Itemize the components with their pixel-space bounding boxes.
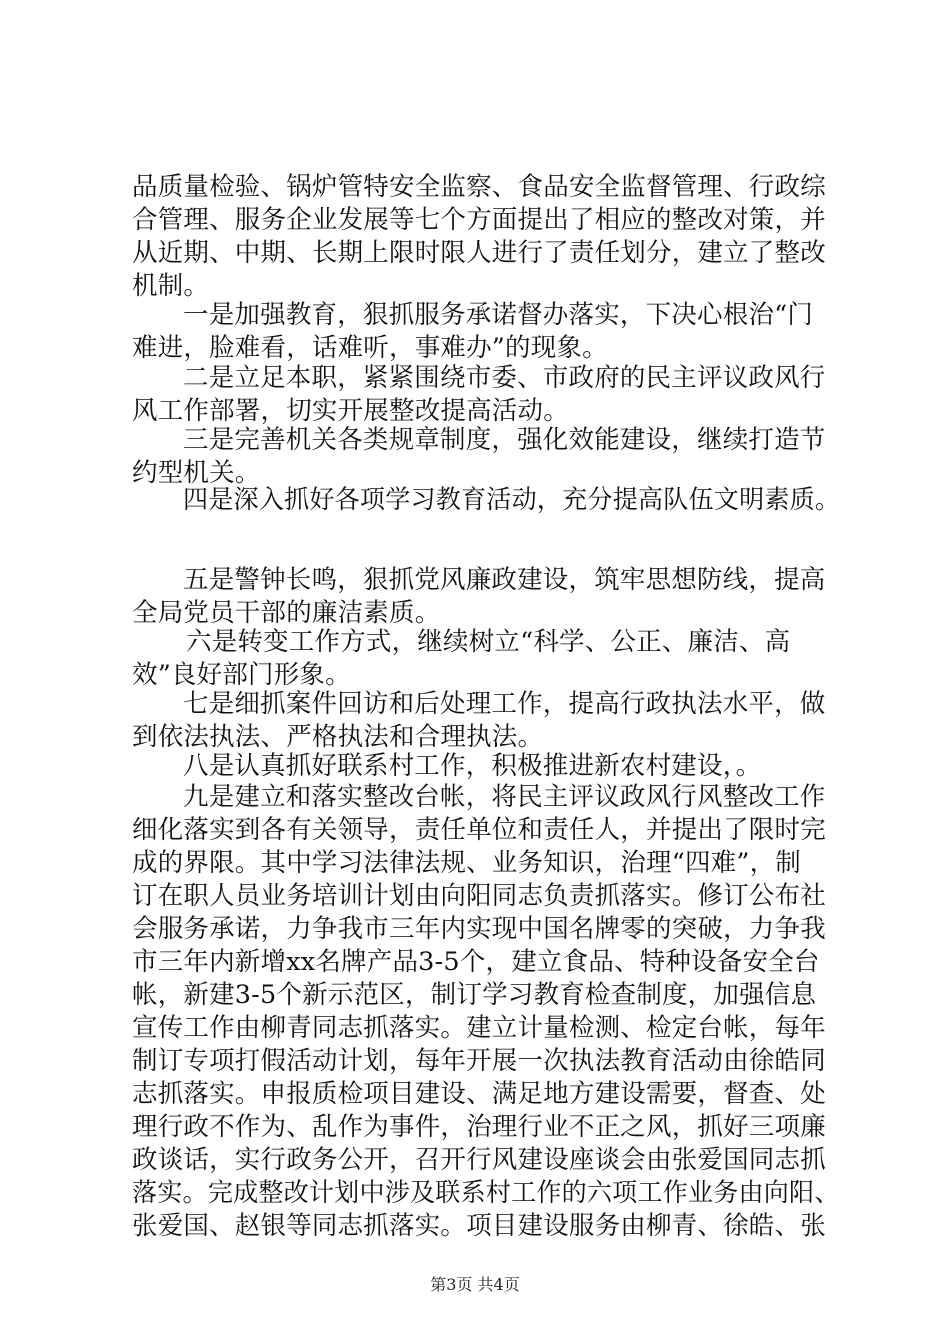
- body-text-line: 理行政不作为、乱作为事件，治理行业不正之风，抓好三项廉: [132, 1112, 826, 1142]
- body-text-line: 品质量检验、锅炉管特安全监察、食品安全监督管理、行政综: [132, 172, 826, 202]
- body-text-line: 政谈话，实行政务公开，召开行风建设座谈会由张爱国同志抓: [132, 1145, 826, 1175]
- body-text-line: 到依法执法、严格执法和合理执法。: [132, 722, 544, 752]
- body-text-line: 全局党员干部的廉洁素质。: [132, 598, 441, 628]
- body-text-line: 成的界限。其中学习法律法规、业务知识，治理“四难”，制: [132, 848, 801, 878]
- body-text-line: 合管理、服务企业发展等七个方面提出了相应的整改对策，并: [132, 205, 826, 235]
- body-text-line: 宣传工作由柳青同志抓落实。建立计量检测、检定台帐，每年: [132, 1013, 826, 1043]
- body-text-line: 五是警钟长鸣，狠抓党风廉政建设，筑牢思想防线，提高: [183, 565, 826, 595]
- page-number-footer: 第3页 共4页: [430, 1275, 520, 1294]
- body-text-line: 六是转变工作方式，继续树立“科学、公正、廉洁、高: [186, 627, 791, 657]
- body-text-line: 九是建立和落实整改台帐，将民主评议政风行风整改工作: [183, 782, 826, 812]
- body-text-line: 八是认真抓好联系村工作，积极推进新农村建设，。: [183, 751, 762, 781]
- body-text-line: 四是深入抓好各项学习教育活动，充分提高队伍文明素质。: [183, 485, 841, 515]
- body-text-line: 七是细抓案件回访和后处理工作，提高行政执法水平，做: [183, 689, 826, 719]
- body-text-line: 一是加强教育，狠抓服务承诺督办落实，下决心根治“门: [183, 300, 814, 330]
- body-text-line: 志抓落实。申报质检项目建设、满足地方建设需要，督查、处: [132, 1079, 826, 1109]
- body-text-line: 三是完善机关各类规章制度，强化效能建设，继续打造节: [183, 425, 826, 455]
- body-text-line: 二是立足本职，紧紧围绕市委、市政府的民主评议政风行: [183, 363, 826, 393]
- body-text-line: 难进，脸难看，话难听，事难办”的现象。: [132, 333, 608, 363]
- body-text-line: 落实。完成整改计划中涉及联系村工作的六项工作业务由向阳、: [132, 1178, 840, 1208]
- body-text-line: 细化落实到各有关领导，责任单位和责任人，并提出了限时完: [132, 815, 826, 845]
- body-text-line: 市三年内新增xx名牌产品3-5个，建立食品、特种设备安全台: [132, 947, 820, 977]
- body-text-line: 效”良好部门形象。: [132, 660, 351, 690]
- body-text-line: 帐，新建3-5个新示范区，制订学习教育检查制度，加强信息: [132, 980, 817, 1010]
- body-text-line: 制订专项打假活动计划，每年开展一次执法教育活动由徐皓同: [132, 1046, 826, 1076]
- body-text-line: 会服务承诺，力争我市三年内实现中国名牌零的突破，力争我: [132, 914, 826, 944]
- body-text-line: 从近期、中期、长期上限时限人进行了责任划分，建立了整改: [132, 238, 826, 268]
- body-text-line: 订在职人员业务培训计划由向阳同志负责抓落实。修订公布社: [132, 881, 826, 911]
- body-text-line: 风工作部署，切实开展整改提高活动。: [132, 396, 569, 426]
- body-text-line: 约型机关。: [132, 458, 261, 488]
- body-text-line: 张爱国、赵银等同志抓落实。项目建设服务由柳青、徐皓、张: [132, 1211, 826, 1241]
- body-text-line: 机制。: [132, 271, 210, 301]
